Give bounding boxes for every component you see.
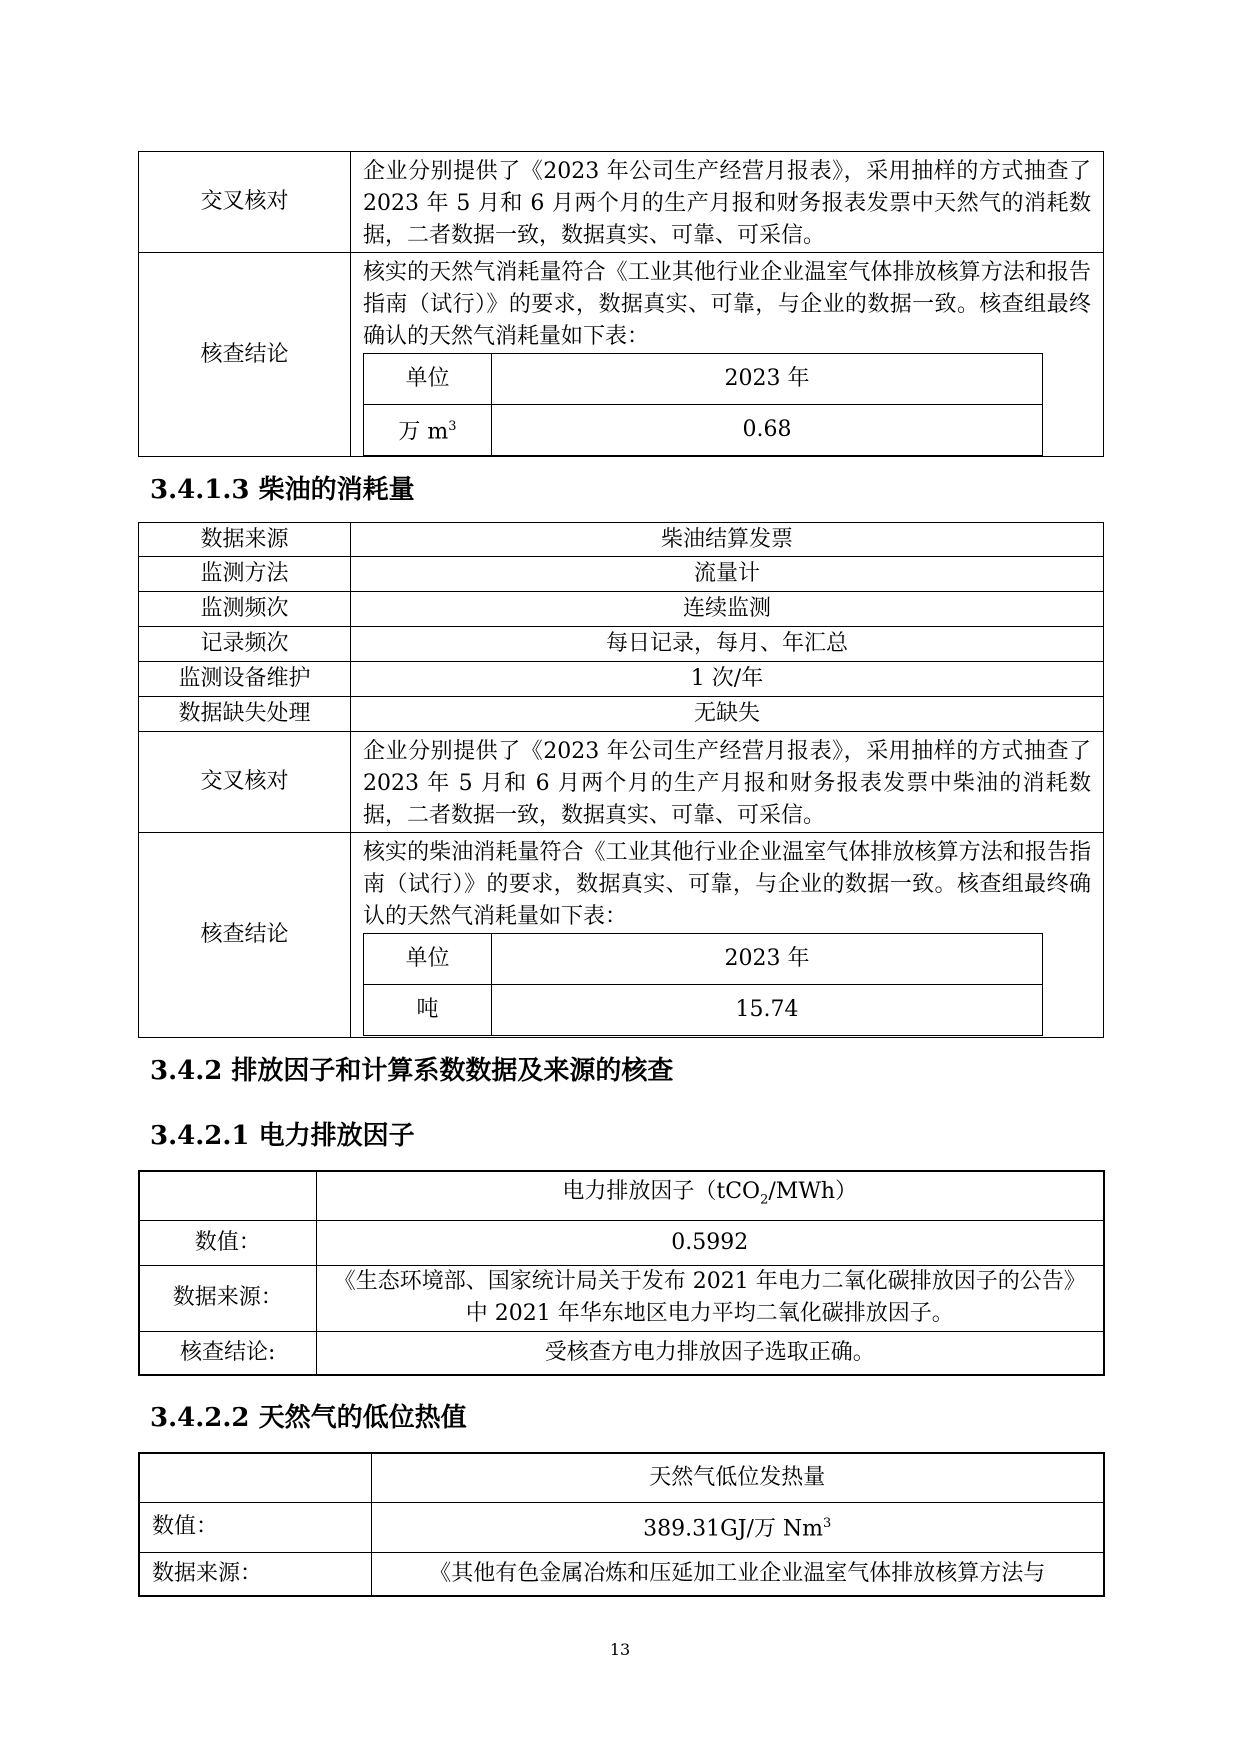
cross-check-text: 企业分别提供了《2023 年公司生产经营月报表》，采用抽样的方式抽查了 2023 年 5 月和 6 月两个月的生产月报和财务报表发票中柴油的消耗数据，二者数据一致，数据真实、可靠、可采信。: [351, 732, 1104, 833]
row-value: 每日记录，每月、年汇总: [351, 627, 1104, 662]
row-label: 监测方法: [139, 557, 351, 592]
table-row: [139, 662, 1104, 697]
table-row: [139, 592, 1104, 627]
ncv-header: 天然气低位发热量: [371, 1453, 1104, 1502]
value-cell: 15.74: [492, 985, 1043, 1036]
table-row: [139, 627, 1104, 662]
table-row: [364, 985, 1043, 1036]
emission-factor-header: 电力排放因子（tCO$_2$/MWh）: [316, 1171, 1104, 1220]
year-header: 2023 年: [492, 934, 1043, 985]
unit-header: 单位: [364, 354, 492, 405]
row-label: 监测设备维护: [139, 662, 351, 697]
value-cell: 0.68: [492, 405, 1043, 456]
row-value: 无缺失: [351, 697, 1104, 732]
table-row: [139, 1502, 1104, 1552]
power-emission-factor-table: [138, 1170, 1105, 1376]
row-value: 1 次/年: [351, 662, 1104, 697]
section-heading-342: 3.4.2 排放因子和计算系数数据及来源的核查: [150, 1056, 674, 1086]
table-row: [139, 253, 1104, 457]
empty-header-cell: [139, 1453, 371, 1502]
table-row: [139, 1220, 1104, 1265]
row-value: 柴油结算发票: [351, 523, 1104, 557]
table-row: [139, 833, 1104, 1038]
unit-cell: 吨: [364, 985, 492, 1036]
cross-check-label: 交叉核对: [139, 152, 351, 253]
section-heading-3422: 3.4.2.2 天然气的低位热值: [150, 1403, 467, 1433]
natural-gas-table: [138, 151, 1104, 457]
section-heading-diesel: 3.4.1.3 柴油的消耗量: [150, 475, 415, 505]
table-row: [139, 1552, 1104, 1596]
confirmed-consumption-table: [363, 353, 1043, 456]
table-row: [364, 934, 1043, 985]
source-text: 《其他有色金属冶炼和压延加工业企业温室气体排放核算方法与: [371, 1552, 1104, 1596]
conclusion-text: 核实的天然气消耗量符合《工业其他行业企业温室气体排放核算方法和报告指南（试行）》的要求，数据真实、可靠，与企业的数据一致。核查组最终确认的天然气消耗量如下表：: [363, 260, 1091, 349]
table-row: [139, 732, 1104, 833]
value-label: 数值：: [139, 1502, 371, 1552]
source-text: 《生态环境部、国家统计局关于发布 2021 年电力二氧化碳排放因子的公告》中 2021 年华东地区电力平均二氧化碳排放因子。: [316, 1265, 1104, 1331]
diesel-table: [138, 522, 1104, 1038]
ncv-value: 389.31GJ/万 Nm$^3$: [371, 1502, 1104, 1552]
table-row: [139, 697, 1104, 732]
row-value: 连续监测: [351, 592, 1104, 627]
table-row: [139, 557, 1104, 592]
page-number: 13: [609, 1640, 631, 1659]
unit-cell: 万 $m^3$: [364, 405, 492, 456]
table-row: [139, 1453, 1104, 1502]
table-row: [139, 152, 1104, 253]
row-label: 数据缺失处理: [139, 697, 351, 732]
section-heading-3421: 3.4.2.1 电力排放因子: [150, 1121, 415, 1151]
empty-header-cell: [139, 1171, 316, 1220]
conclusion-text: 受核查方电力排放因子选取正确。: [316, 1331, 1104, 1375]
conclusion-label: 核查结论: [139, 833, 351, 1038]
table-row: [139, 1171, 1104, 1220]
table-row: [364, 405, 1043, 456]
table-row: [139, 1331, 1104, 1375]
unit-header: 单位: [364, 934, 492, 985]
confirmed-consumption-table: [363, 933, 1043, 1036]
conclusion-label: 核查结论: [139, 253, 351, 457]
row-label: 记录频次: [139, 627, 351, 662]
row-label: 监测频次: [139, 592, 351, 627]
table-row: [139, 523, 1104, 557]
natural-gas-ncv-table: [138, 1452, 1105, 1597]
emission-factor-value: 0.5992: [316, 1220, 1104, 1265]
row-label: 数据来源: [139, 523, 351, 557]
table-row: [364, 354, 1043, 405]
row-value: 流量计: [351, 557, 1104, 592]
cross-check-label: 交叉核对: [139, 732, 351, 833]
cross-check-text: 企业分别提供了《2023 年公司生产经营月报表》，采用抽样的方式抽查了 2023 年 5 月和 6 月两个月的生产月报和财务报表发票中天然气的消耗数据，二者数据一致，数据真实、可靠、可采信。: [351, 152, 1104, 253]
conclusion-label: 核查结论:: [139, 1331, 316, 1375]
source-label: 数据来源：: [139, 1552, 371, 1596]
table-row: [139, 1265, 1104, 1331]
conclusion-text: 核实的柴油消耗量符合《工业其他行业企业温室气体排放核算方法和报告指南（试行）》的要求，数据真实、可靠，与企业的数据一致。核查组最终确认的天然气消耗量如下表：: [363, 840, 1091, 929]
value-label: 数值：: [139, 1220, 316, 1265]
year-header: 2023 年: [492, 354, 1043, 405]
source-label: 数据来源：: [139, 1265, 316, 1331]
